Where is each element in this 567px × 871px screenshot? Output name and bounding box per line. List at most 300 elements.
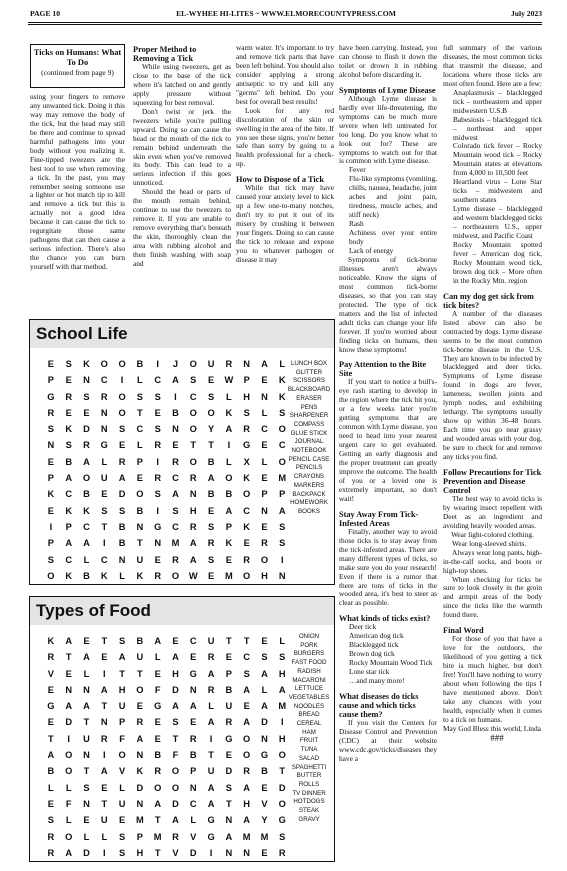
column-3 (236, 44, 334, 265)
grid-letter: E (190, 652, 197, 663)
grid-letter: N (136, 750, 144, 761)
grid-letter: A (47, 750, 55, 761)
grid-row (42, 486, 291, 502)
grid-letter: R (243, 554, 251, 565)
continued-box (30, 44, 125, 88)
grid-letter: N (83, 684, 90, 695)
grid-letter: K (278, 375, 286, 386)
article-paragraph: If you visit the Centers for Disease Control and Prevention (CDC) at their website www.cdc.gov/ticks/diseases they have a (339, 718, 437, 763)
grid-letter: M (242, 831, 251, 842)
word-list-item: SALAD (298, 754, 320, 762)
grid-letter: M (153, 831, 162, 842)
grid-letter: A (100, 766, 108, 777)
grid-letter: C (172, 473, 179, 484)
grid-letter: H (243, 798, 251, 809)
grid-letter: F (119, 733, 125, 744)
grid-letter: O (118, 359, 126, 369)
grid-letter: P (243, 375, 250, 386)
symptom-item: Fever (349, 165, 366, 175)
puzzle-title: Types of Food (30, 597, 334, 625)
grid-letter: C (278, 440, 286, 451)
grid-letter: E (47, 717, 54, 728)
word-list-item: BOOKS (297, 507, 320, 515)
grid-letter: L (65, 815, 72, 826)
grid-letter: O (207, 407, 215, 418)
grid-letter: E (243, 701, 250, 712)
grid-letter: P (47, 473, 54, 484)
grid-letter: O (243, 489, 251, 500)
grid-letter: G (189, 668, 197, 679)
grid-letter: E (83, 815, 90, 826)
grid-letter: R (83, 440, 90, 451)
grid-letter: K (65, 505, 73, 516)
word-list-item: MARKERS (293, 481, 325, 489)
grid-letter: A (278, 684, 286, 695)
grid-row (42, 503, 291, 519)
grid-letter: A (65, 473, 73, 484)
grid-letter: R (225, 717, 233, 728)
grid-letter: B (207, 489, 215, 500)
grid-letter: K (278, 391, 286, 402)
column-4 (339, 44, 437, 764)
continued-note: (continued from page 9) (41, 68, 114, 77)
tip-item: Wear long-sleeved shirts. (452, 538, 527, 548)
grid-letter: L (101, 456, 108, 467)
grid-letter: B (118, 538, 126, 549)
grid-letter: S (101, 505, 108, 516)
tick-type-item: Lone star tick (349, 667, 390, 677)
grid-letter: R (172, 456, 179, 467)
grid-letter: P (261, 489, 268, 500)
signoff: May God Bless this world, Linda (443, 723, 541, 733)
tip-item: Always wear long pants, high-in-the-calf socks, and boots or high-top shoes. (443, 547, 542, 575)
grid-letter: C (65, 489, 73, 500)
grid-letter: L (190, 815, 197, 826)
disease-item: Babesiosis – blacklegged tick – northeast and upper midwest (453, 114, 542, 142)
page-header (30, 8, 542, 20)
publication-title: EL-WYHEE HI-LITES ~ WWW.ELMORECOUNTYPRESS.COM (176, 9, 396, 18)
grid-letter: T (154, 847, 161, 858)
grid-letter: A (172, 815, 179, 826)
grid-letter: A (278, 505, 286, 516)
grid-letter: O (225, 473, 233, 484)
grid-letter: E (207, 570, 215, 581)
grid-letter: V (261, 798, 268, 809)
grid-letter: E (207, 375, 215, 386)
article-paragraph: using your fingers to remove any unwanted tick. Doing it this way may remove the body of the tick, but the head may still be there and continue to spread harmful pathogens into your body without you realizing it. Fine-tipped tweezers are the best tool to use when removing a tick. In the past, you may remember seeing someone use a lighter or hot match tip to kill and remove a tick but this is actually not a good idea because it can cause the tick to regurgitate those same pathogens that can then cause a serious infection. There's also the chance you can burn yourself with that method. (30, 92, 125, 272)
grid-letter: I (209, 733, 213, 744)
grid-letter: O (65, 831, 73, 842)
grid-letter: B (136, 505, 144, 516)
word-list-item: JOURNAL (294, 438, 324, 446)
grid-letter: O (189, 424, 197, 435)
grid-letter: B (189, 750, 197, 761)
grid-letter: A (154, 636, 162, 646)
grid-letter: E (154, 717, 161, 728)
grid-letter: R (207, 538, 215, 549)
grid-letter: L (226, 456, 232, 467)
grid-letter: N (83, 750, 90, 761)
grid-row (42, 731, 291, 747)
grid-letter: J (172, 359, 179, 369)
word-list-item: BURGERS (293, 650, 325, 658)
word-list-item: GLITTER (295, 368, 323, 376)
grid-letter: S (83, 782, 90, 793)
column-2 (133, 44, 231, 269)
grid-letter: E (47, 505, 54, 516)
grid-letter: K (243, 473, 251, 484)
article-paragraph: Finally, another way to avoid those ticks is to stay away from the tick-infested areas. There are many different types of ticks, so make sure you do your research! Even if there is a rumor that there are tons of ticks in the wooded area, it's best to steer as clear as possible. (339, 526, 437, 608)
grid-letter: O (278, 456, 286, 467)
grid-letter: L (137, 440, 143, 451)
grid-row (42, 682, 291, 698)
grid-letter: O (118, 391, 126, 402)
grid-row (42, 812, 291, 828)
grid-letter: R (189, 473, 197, 484)
grid-letter: A (136, 733, 144, 744)
grid-letter: R (189, 521, 197, 532)
section-heading: How to Dispose of a Tick (236, 175, 324, 185)
grid-letter: E (225, 554, 232, 565)
grid-letter: O (243, 570, 251, 581)
grid-letter: T (137, 407, 143, 418)
grid-letter: T (172, 733, 179, 744)
grid-letter: U (118, 701, 126, 712)
grid-letter: A (118, 652, 126, 663)
word-list (280, 360, 338, 517)
grid-letter: I (227, 440, 231, 451)
grid-letter: N (278, 570, 286, 581)
grid-letter: W (188, 570, 198, 581)
word-list-item: PENS (300, 403, 318, 411)
grid-letter: L (261, 407, 268, 418)
grid-letter: B (118, 521, 126, 532)
grid-letter: U (100, 815, 108, 826)
grid-letter: O (189, 407, 197, 418)
article-paragraph: If you start to notice a bull's-eye rash starting to develop in the region where the tick bit you, or a few weeks later you're getting symptoms that are common with Lyme disease, you need to head into your nearest urgent care to get evaluated. Getting an early diagnosis and the proper treatment can greatly improve the outcome. The health of you or a loved one is extremely important, so don't wait! (339, 377, 437, 503)
grid-letter: C (189, 798, 197, 809)
grid-letter: H (136, 847, 144, 858)
grid-letter: S (172, 505, 179, 516)
end-mark: ### (490, 732, 504, 743)
grid-letter: B (225, 489, 233, 500)
grid-letter: G (225, 733, 233, 744)
grid-letter: R (100, 733, 108, 744)
grid-letter: E (243, 538, 250, 549)
grid-letter: C (154, 375, 162, 386)
grid-letter: E (207, 505, 215, 516)
grid-letter: S (279, 538, 286, 549)
grid-letter: F (154, 684, 161, 695)
grid-letter: A (243, 717, 251, 728)
grid-letter: K (243, 521, 251, 532)
word-list-item: BACKPACK (292, 490, 326, 498)
grid-letter: O (171, 782, 180, 793)
grid-letter: I (280, 717, 284, 728)
word-search-types-of-food (29, 596, 335, 862)
grid-letter: O (136, 489, 144, 500)
article-paragraph: Symptoms of tick-borne illnesses aren't always noticeable. Know the signs of most common tick-borne diseases, so that you can stay protected. The type of tick matters and the list of infected adult ticks can change your life forever. If you're worried about finding ticks on humans, then know these symptoms! (339, 254, 437, 354)
disease-item: Colorado tick fever – Rocky Mountain wood tick – Rocky Mountain states at elevations from 4,000 to 10,500 feet (453, 141, 542, 178)
grid-letter: C (100, 554, 108, 565)
word-list-item: FAST FOOD (291, 659, 327, 667)
disease-item: Rocky Mountain spotted fever – American dog tick, Rocky Mountain wood tick, brown dog tick – More often in the Rocky Mtn. region (453, 239, 542, 285)
article-paragraph: Although Lyme disease is hardly ever life-threatening, the symptoms can be much more severe when left untreated for too long. Do you know what to look out for? These are symptoms to watch out for that is common with Lyme disease. (339, 93, 437, 166)
article-paragraph: The best way to avoid ticks is by wearing insect repellent with Deet as an ingredient and avoiding heavily wooded areas. (443, 493, 542, 530)
grid-letter: I (156, 456, 159, 467)
grid-letter: D (225, 766, 233, 777)
grid-letter: E (261, 440, 268, 451)
word-list-item: PENCIL CASE (288, 455, 330, 463)
grid-letter: I (174, 391, 177, 402)
grid-letter: I (102, 668, 106, 679)
grid-letter: A (225, 505, 233, 516)
header-rule-top (28, 22, 542, 23)
word-list-item: VEGETABLES (288, 693, 330, 701)
grid-letter: E (65, 375, 72, 386)
grid-letter: B (136, 636, 144, 646)
grid-letter: B (261, 766, 268, 777)
grid-letter: R (172, 831, 179, 842)
grid-letter: V (118, 766, 126, 777)
tick-type-item: Rocky Mountain Wood Tick (349, 658, 433, 668)
grid-letter: E (154, 554, 161, 565)
grid-letter: C (243, 652, 251, 663)
grid-letter: B (83, 489, 90, 500)
grid-letter: E (172, 440, 179, 451)
grid-letter: L (279, 636, 286, 646)
grid-letter: U (207, 636, 215, 646)
grid-letter: K (65, 424, 73, 435)
section-heading: Follow Precautions for Tick Prevention and Disease Control (443, 467, 542, 495)
grid-letter: G (154, 521, 162, 532)
word-list-item: HAM (302, 728, 316, 736)
grid-letter: N (225, 815, 233, 826)
grid-letter: D (172, 798, 179, 809)
grid-letter: E (261, 521, 268, 532)
grid-letter: A (189, 538, 197, 549)
grid-row (42, 454, 291, 470)
word-list (280, 633, 338, 824)
grid-letter: O (278, 798, 286, 809)
grid-letter: S (279, 407, 286, 418)
grid-letter: N (261, 733, 268, 744)
grid-letter: R (154, 473, 162, 484)
grid-letter: G (47, 391, 55, 402)
grid-row (42, 405, 291, 421)
grid-letter: L (83, 831, 90, 842)
grid-letter: E (261, 782, 268, 793)
grid-letter: A (83, 456, 90, 467)
grid-letter: R (261, 538, 268, 549)
article-paragraph: For those of you that have a love for the outdoors, the likelihood of you getting a tick bite is much higher, but don't fret! You'll have nothing to worry about when following the tips I have mentioned above. Don't take any chances with your health, especially when it comes to a tick on humans. (443, 634, 542, 724)
disease-item: Heartland virus – Lone Star ticks – midwestern and southern states (453, 177, 542, 205)
grid-letter: E (65, 407, 72, 418)
symptom-item: Achiness over your entire body (349, 228, 437, 247)
grid-letter: G (243, 440, 251, 451)
grid-letter: R (243, 424, 251, 435)
grid-letter: E (83, 407, 90, 418)
section-heading: What diseases do ticks cause and which ticks cause them? (339, 692, 419, 720)
word-list-item: RADISH (297, 667, 321, 675)
grid-letter: E (65, 668, 72, 679)
grid-letter: G (207, 831, 215, 842)
grid-letter: S (47, 554, 54, 565)
grid-letter: I (102, 750, 106, 761)
grid-letter: R (47, 407, 55, 418)
grid-letter: R (118, 456, 126, 467)
grid-letter: G (207, 815, 215, 826)
grid-letter: S (136, 391, 143, 402)
grid-letter: S (279, 521, 286, 532)
grid-letter: D (261, 717, 268, 728)
page-number: PAGE 10 (30, 9, 61, 18)
grid-letter: L (48, 782, 54, 793)
grid-letter: I (67, 733, 70, 744)
grid-letter: N (189, 684, 197, 695)
word-list-item: PORK (300, 641, 318, 649)
tick-type-item: Blacklegged tick (349, 640, 399, 650)
article-paragraph: Look for any red discoloration of the skin or swelling in the area of the bite. If you see these signs, you're better safe than sorry by going to a health professional for a check-up. (236, 105, 334, 169)
grid-letter: S (118, 847, 126, 858)
grid-letter: L (83, 554, 90, 565)
tick-type-item: …and many more! (349, 676, 405, 686)
grid-letter: T (48, 733, 54, 744)
grid-letter: L (119, 570, 125, 581)
grid-letter: N (172, 424, 179, 435)
grid-letter: G (260, 750, 269, 761)
grid-letter: A (261, 668, 268, 679)
word-list-item: SPAGHETTI (291, 763, 327, 771)
grid-letter: E (225, 750, 232, 761)
grid-letter: H (278, 668, 286, 679)
grid-letter: M (224, 570, 233, 581)
article-paragraph: Should the head or parts of the mouth remain behind, continue to use the tweezers to remove it. If you are unable to remove everything that's beneath the skin, thoroughly clean the area with rubbing alcohol and then finish washing with soap and (133, 187, 231, 268)
grid-letter: L (65, 782, 72, 793)
grid-letter: C (261, 424, 268, 435)
grid-row (42, 356, 291, 372)
grid-letter: Y (207, 424, 215, 435)
grid-letter: H (118, 684, 126, 695)
grid-letter: S (118, 505, 126, 516)
word-list-item: BLACKBOARD (287, 386, 331, 394)
grid-letter: O (189, 456, 197, 467)
grid-letter: A (243, 815, 251, 826)
grid-letter: R (154, 440, 162, 451)
grid-letter: A (100, 684, 108, 695)
grid-letter: E (154, 407, 161, 418)
grid-letter: V (47, 668, 54, 679)
grid-letter: R (278, 847, 286, 858)
article-paragraph: While using tweezers, get as close to the base of the tick where it's latched on and gently apply pressure without squeezing for best removal. (133, 62, 231, 107)
grid-letter: E (47, 684, 54, 695)
grid-letter: S (172, 717, 179, 728)
grid-letter: T (101, 636, 108, 646)
grid-letter: N (100, 424, 108, 435)
grid-letter: N (65, 684, 73, 695)
grid-letter: R (225, 359, 233, 369)
grid-letter: K (65, 570, 73, 581)
grid-letter: E (261, 375, 268, 386)
grid-letter: O (243, 733, 251, 744)
grid-letter: C (189, 391, 197, 402)
grid-letter: A (65, 538, 73, 549)
letter-grid (42, 633, 291, 861)
grid-letter: I (156, 359, 159, 369)
section-heading: Stay Away From Tick-Infested Areas (339, 509, 419, 528)
grid-letter: O (243, 750, 251, 761)
grid-letter: K (100, 570, 108, 581)
grid-letter: R (47, 847, 55, 858)
grid-letter: T (226, 636, 232, 646)
grid-letter: B (154, 750, 162, 761)
grid-letter: S (261, 652, 268, 663)
grid-letter: N (189, 489, 197, 500)
grid-letter: O (100, 359, 108, 369)
grid-row (42, 470, 291, 486)
grid-letter: R (207, 684, 215, 695)
grid-row (42, 389, 291, 405)
grid-row (42, 829, 291, 845)
word-list-item: GLUE STICK (290, 429, 328, 437)
section-heading: Proper Method to Removing a Tick (133, 45, 197, 63)
grid-letter: T (83, 766, 90, 777)
grid-letter: X (243, 456, 250, 467)
grid-letter: G (100, 440, 108, 451)
grid-letter: T (208, 440, 214, 451)
grid-letter: O (278, 750, 286, 761)
word-list-item: ONION (298, 633, 320, 640)
grid-letter: I (102, 538, 106, 549)
grid-letter: T (137, 538, 143, 549)
grid-letter: U (136, 652, 144, 663)
grid-letter: E (83, 636, 90, 646)
grid-letter: A (225, 424, 233, 435)
grid-letter: N (136, 521, 144, 532)
grid-letter: S (207, 521, 215, 532)
grid-letter: S (47, 424, 54, 435)
word-list-item: BREAD (298, 711, 320, 719)
grid-letter: P (190, 766, 197, 777)
section-heading: Final Word (443, 626, 484, 636)
symptom-item: Rash (349, 219, 364, 229)
grid-letter: S (190, 375, 197, 386)
section-heading: Symptoms of Lyme Disease (339, 85, 436, 95)
grid-letter: P (136, 456, 143, 467)
grid-letter: E (154, 733, 161, 744)
grid-row (42, 535, 291, 551)
word-list-item: COMPASS (293, 420, 325, 428)
grid-letter: K (225, 538, 233, 549)
grid-letter: T (137, 668, 143, 679)
grid-letter: R (243, 766, 251, 777)
grid-letter: S (225, 782, 232, 793)
grid-row (42, 763, 291, 779)
symptom-item: Flu-like symptoms (vomiting, chills, nausea, headache, joint aches and joint pain, tiredness, muscle aches, and stiff neck) (349, 174, 437, 220)
word-list-item: CEREAL (296, 720, 322, 728)
grid-letter: S (65, 440, 72, 451)
grid-row (42, 421, 291, 437)
article-paragraph: have been carrying. Instead, you can choose to flush it down the toilet or drown it in rubbing alcohol before discarding it. (339, 43, 437, 79)
grid-row (42, 747, 291, 763)
grid-letter: L (154, 652, 161, 663)
word-list-item: LUNCH BOX (290, 360, 328, 367)
word-list-item: SCISSORS (293, 377, 325, 385)
grid-letter: M (278, 473, 287, 484)
grid-letter: I (209, 847, 213, 858)
disease-item: Lyme disease – blacklegged and western blacklegged ticks – northeastern U.S., upper midwest, and Pacific Coast (453, 204, 542, 241)
grid-letter: N (261, 391, 268, 402)
